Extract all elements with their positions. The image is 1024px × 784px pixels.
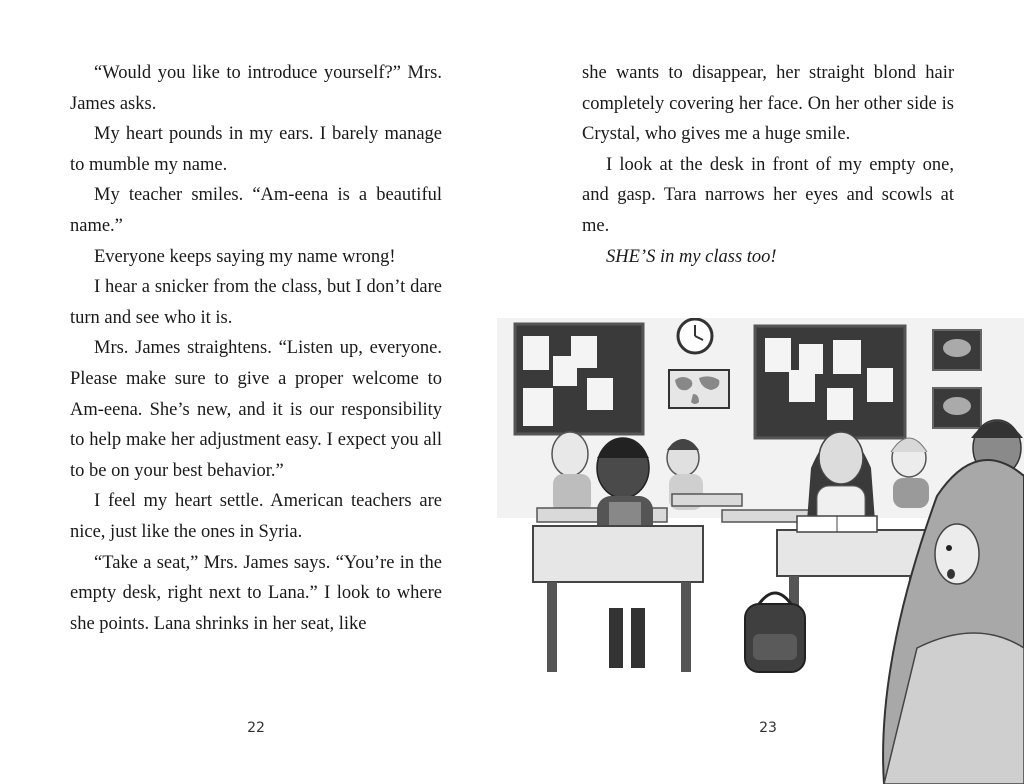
page-number: 23	[759, 720, 777, 736]
paragraph: I hear a snicker from the class, but I don’t dare turn and see who it is.	[70, 277, 442, 328]
clock-icon	[678, 319, 712, 353]
bulletin-board-left	[515, 324, 643, 434]
right-page	[512, 0, 1024, 784]
right-page-text	[582, 58, 954, 272]
paragraph: she wants to disappear, her straight blond hair completely covering her face. On her other side is Crystal, who gives me a huge smile.	[582, 63, 954, 145]
paragraph: I feel my heart settle. American teachers are nice, just like the ones in Syria.	[70, 491, 442, 542]
left-page-text	[70, 58, 442, 639]
bulletin-board-right	[755, 326, 905, 438]
paragraph: My heart pounds in my ears. I barely manage to mumble my name.	[70, 124, 442, 175]
world-map	[669, 370, 729, 408]
page-number: 22	[247, 720, 265, 736]
paragraph: “Take a seat,” Mrs. James says. “You’re in the empty desk, right next to Lana.” I look to where she points. Lana shrinks in her seat, like	[70, 552, 442, 634]
paragraph: Mrs. James straightens. “Listen up, everyone. Please make sure to give a proper welcome to Am-eena. She’s new, and it is our responsibility to help make her adjustment easy. I expect you all to be on your best behavior.”	[70, 338, 442, 481]
paragraph: I look at the desk in front of my empty one, and gasp. Tara narrows her eyes and scowls at me.	[582, 154, 954, 236]
paragraph: “Would you like to introduce yourself?” Mrs. James asks.	[70, 63, 442, 114]
paragraph: My teacher smiles. “Am-eena is a beautiful name.”	[70, 185, 442, 236]
paragraph: Everyone keeps saying my name wrong!	[94, 246, 396, 267]
classroom-illustration	[497, 318, 1024, 784]
paragraph-italic: SHE’S in my class too!	[606, 246, 777, 267]
backpack	[745, 593, 805, 672]
